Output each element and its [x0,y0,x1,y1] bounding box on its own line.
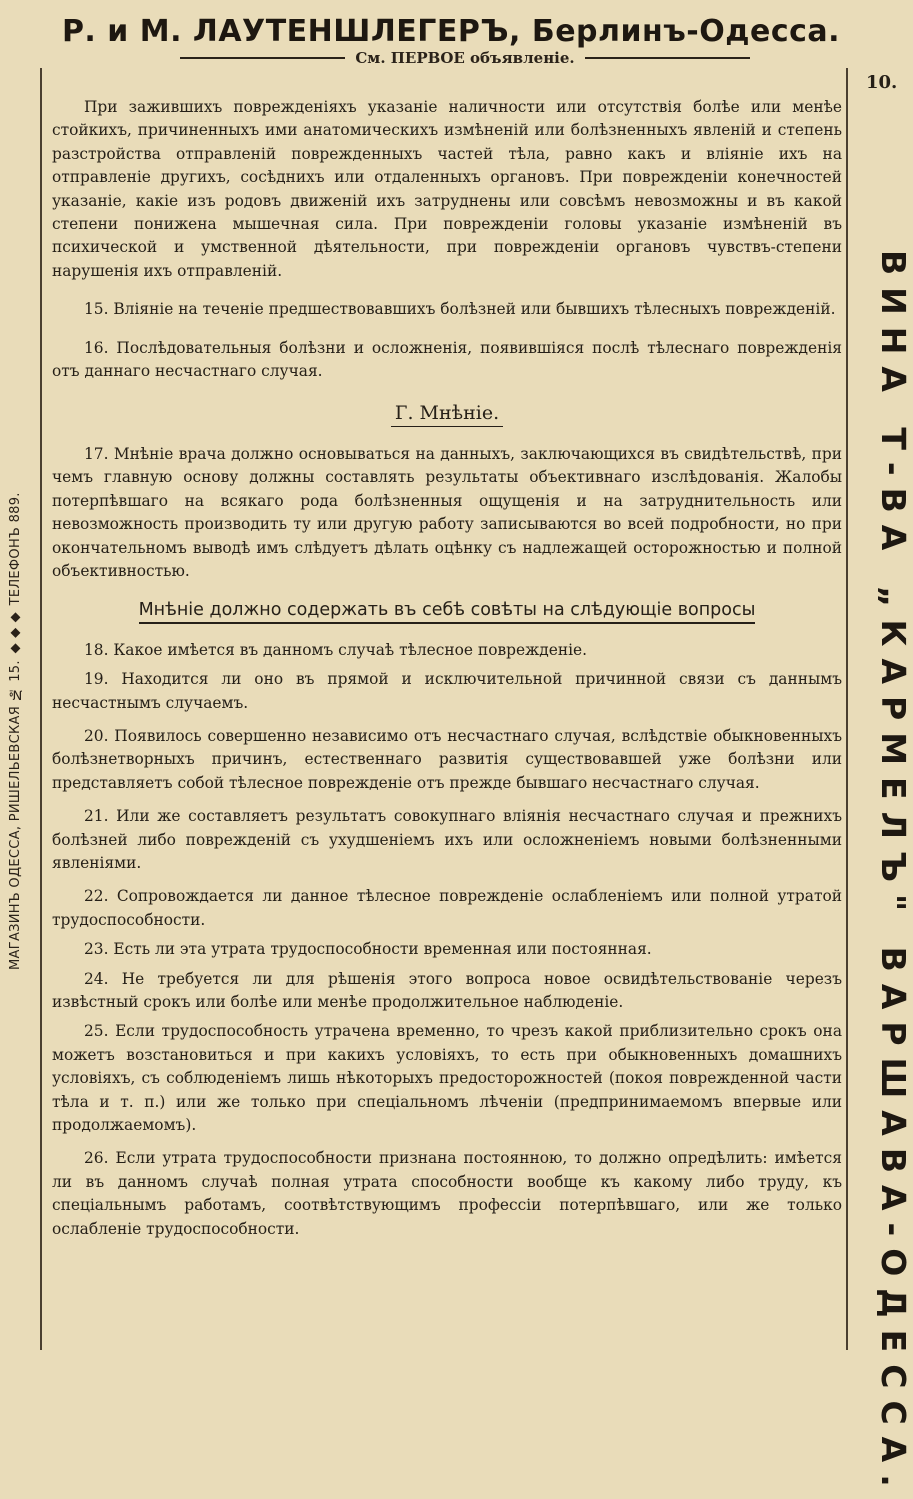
item-26: 26. Если утрата трудоспособности признана постоянною, то должно опредѣлить: имѣется ли въ данномъ случаѣ полная утрата способности вообще къ какому либо труду, къ спеціальнымъ работамъ, соотвѣтствующимъ профессіи потерпѣвшаго, или же только ослабленіе трудоспособности. [52,1149,842,1238]
item-20: 20. Появилось совершенно независимо отъ несчастнаго случая, вслѣдствіе обыкновенныхъ болѣзнетворныхъ причинъ, естественнаго развитія существовавшей уже болѣзни или представляетъ собой тѣлесное поврежденіе отъ прежде бывшаго несчастнаго случая. [52,726,842,792]
item-24: 24. Не требуется ли для рѣшенія этого вопроса новое освидѣтельствованіе черезъ извѣстный срокъ или болѣе или менѣе продолжительное наблюденіе. [52,969,842,1011]
item-15: 15. Вліяніе на теченіе предшествовавшихъ болѣзней или бывшихъ тѣлесныхъ поврежденій. [84,300,836,319]
subheading-text: См. ПЕРВОЕ объявленіе. [355,49,575,67]
right-margin-advertisement: ВИНА Т-ВА „КАРМЕЛЪ" ВАРШАВА-ОДЕССА. [874,250,913,1499]
opinion-questions-heading-text: Мнѣніе должно содержать въ себѣ совѣты на слѣдующіе вопросы [139,600,756,624]
intro-paragraph: При зажившихъ поврежденіяхъ указаніе наличности или отсутствія болѣе или менѣе стойкихъ, причиненныхъ ими анатомическихъ измѣненій или болѣзненныхъ явленій и степень разстройства отправленій поврежденныхъ частей тѣла, равно какъ и вліяніе ихъ на отправленіе другихъ, сосѣднихъ или отдаленныхъ органовъ. При поврежденіи конечностей указаніе, какіе изъ родовъ движеній ихъ затруднены или совсѣмъ невозможны и въ какой степени понижена мышечная сила. При поврежденіи головы указаніе измѣненій въ психической и умственной дѣятельности, при поврежденіи органовъ чувствъ-степени нарушенія ихъ отправленій. [52,98,842,280]
left-border-rule [40,68,42,1350]
page-number: 10. [866,72,898,93]
opinion-questions-heading [52,599,842,622]
subheading-left-rule [180,57,345,59]
section-heading-text: Г. Мнѣніе. [391,402,503,427]
item-18: 18. Какое имѣется въ данномъ случаѣ тѣлесное поврежденіе. [84,640,588,659]
item-17: 17. Мнѣніе врача должно основываться на данныхъ, заключающихся въ свидѣтельствѣ, при чемъ главную основу должны составлять результаты объективнаго изслѣдованія. Жалобы потерпѣвшаго на всякаго рода болѣзненныя ощущенія и на затруднительность или невозможность производить ту или другую работу записываются во всей подробности, но при окончательномъ выводѣ имъ слѣдуетъ дѣлать оцѣнку съ надлежащей осторожностью и полной объективностью. [52,444,842,580]
item-23: 23. Есть ли эта утрата трудоспособности временная или постоянная. [84,940,652,959]
subheading-right-rule [585,57,750,59]
main-text-column [52,96,842,1241]
item-21: 21. Или же составляетъ результатъ совокупнаго вліянія несчастнаго случая и прежнихъ болѣзней либо поврежденій съ ухудшеніемъ ихъ или осложненіемъ новыми болѣзненными явленіями. [52,807,842,872]
left-margin-advertisement: МАГАЗИНЪ ОДЕССА, РИШЕЛЬЕВСКАЯ № 15. ◆◆◆ ТЕЛЕФОНЪ 889. [8,492,23,970]
advertisement-banner: Р. и М. ЛАУТЕНШЛЕГЕРЪ, Берлинъ-Одесса. [61,14,841,49]
item-25: 25. Если трудоспособность утрачена временно, то чрезъ какой приблизительно срокъ она можетъ возстановиться и при какихъ условіяхъ, то есть при обыкновенныхъ домашнихъ условіяхъ, съ соблюденіемъ лишь нѣкоторыхъ предосторожностей (покоя поврежденной части тѣла и т. п.) или же только при спеціальномъ лѣченіи (предпринимаемомъ впервые или продолжаемомъ). [52,1022,842,1135]
item-22: 22. Сопровождается ли данное тѣлесное поврежденіе ослабленіемъ или полной утратой трудоспособности. [52,887,842,929]
item-19: 19. Находится ли оно въ прямой и исключительной причинной связи съ даннымъ несчастнымъ случаемъ. [52,670,842,712]
right-border-rule [846,68,848,1350]
banner-subheading [170,48,760,68]
item-16: 16. Послѣдовательныя болѣзни и осложненія, появившіяся послѣ тѣлеснаго поврежденія отъ даннаго несчастнаго случая. [52,338,842,381]
section-heading-opinion [52,402,842,425]
